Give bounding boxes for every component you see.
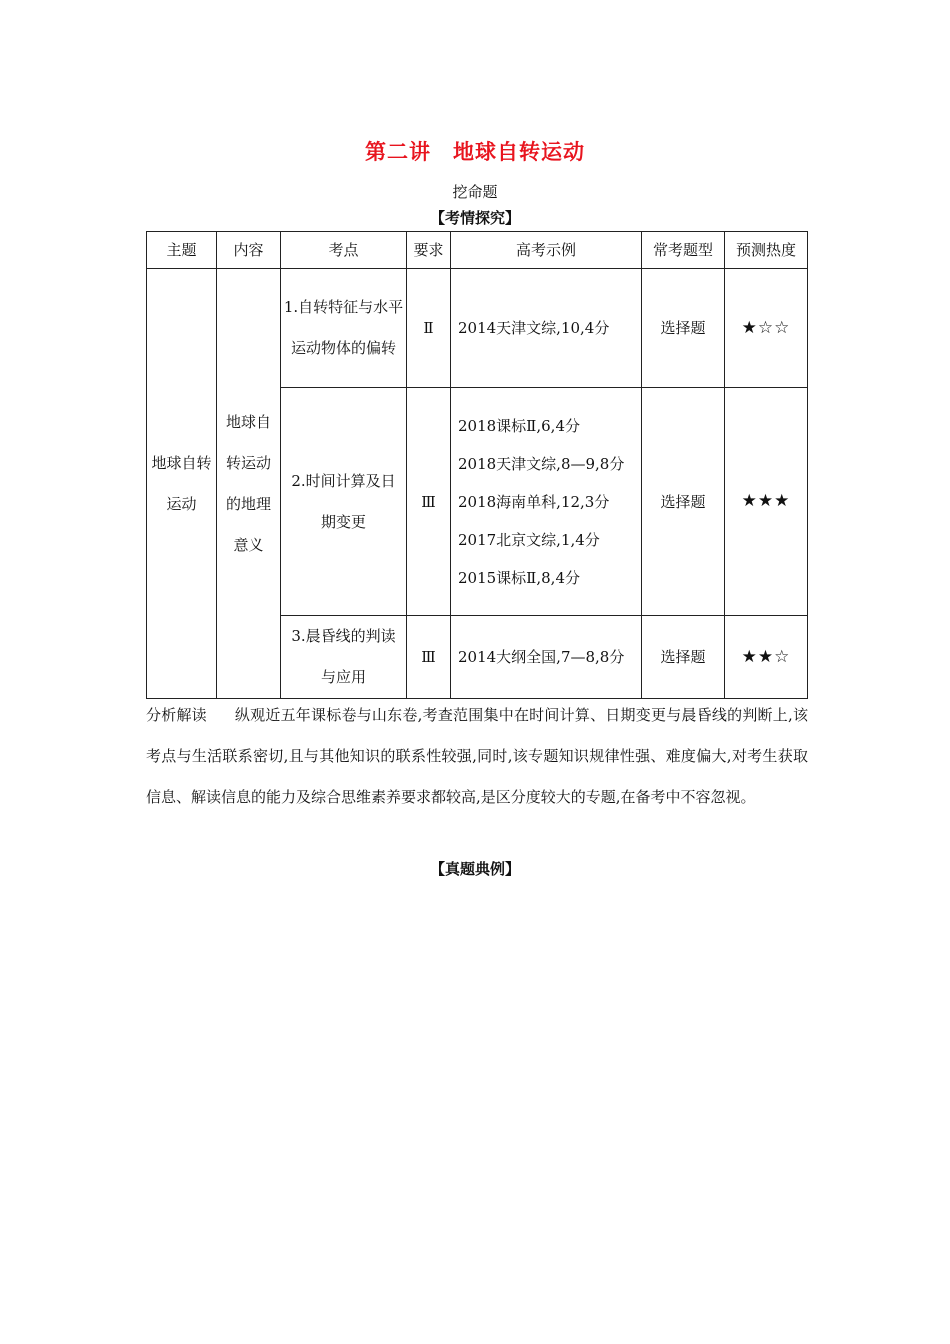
header-cell: 高考示例 — [451, 232, 642, 269]
heat-rating: ★★★ — [725, 388, 808, 616]
analysis-lead: 分析解读 — [146, 706, 207, 724]
example-line: 2018海南单科,12,3分 — [458, 492, 610, 511]
table-header-row — [147, 232, 808, 269]
examples-cell — [451, 269, 642, 388]
topic-text: 地球自转运动 — [151, 453, 212, 513]
content-text: 地球自转运动的地理意义 — [225, 412, 271, 554]
question-type-cell: 选择题 — [642, 616, 725, 699]
header-cell: 要求 — [407, 232, 451, 269]
analysis-text: 纵观近五年课标卷与山东卷,考查范围集中在时间计算、日期变更与晨昏线的判断上,该考点与生活联系密切,且与其他知识的联系性较强,同时,该专题知识规律性强、难度偏大,对考生获取信息、解读信息的能力及综合思维素养要求都较高,是区分度较大的专题,在备考中不容忽视。 — [146, 706, 808, 806]
header-cell: 内容 — [217, 232, 281, 269]
example-line: 2018天津文综,8—9,8分 — [458, 454, 625, 473]
examples-cell — [451, 388, 642, 616]
analysis-paragraph — [146, 695, 808, 818]
header-cell: 主题 — [147, 232, 217, 269]
point-cell — [281, 269, 407, 388]
section-heading-exam-analysis: 【考情探究】 — [429, 209, 520, 227]
point-text: 2.时间计算及日期变更 — [291, 471, 396, 531]
point-cell — [281, 616, 407, 699]
requirement-cell: Ⅲ — [407, 388, 451, 616]
header-cell: 预测热度 — [725, 232, 808, 269]
page-title: 第二讲 地球自转运动 — [365, 140, 585, 164]
section-heading-real-examples: 【真题典例】 — [429, 860, 520, 878]
requirement-cell: Ⅲ — [407, 616, 451, 699]
examples-cell — [451, 616, 642, 699]
example-line: 2014天津文综,10,4分 — [458, 319, 610, 337]
heat-rating: ★★☆ — [725, 616, 808, 699]
requirement-cell: Ⅱ — [407, 269, 451, 388]
example-line: 2018课标Ⅱ,6,4分 — [458, 416, 580, 435]
example-line: 2017北京文综,1,4分 — [458, 530, 600, 549]
question-type-cell: 选择题 — [642, 388, 725, 616]
header-cell: 考点 — [281, 232, 407, 269]
point-text: 3.晨昏线的判读与应用 — [291, 627, 396, 686]
content-cell — [217, 269, 281, 699]
topic-cell — [147, 269, 217, 699]
subtitle: 挖命题 — [452, 183, 498, 201]
point-cell — [281, 388, 407, 616]
question-type-cell: 选择题 — [642, 269, 725, 388]
example-line: 2015课标Ⅱ,8,4分 — [458, 568, 580, 587]
heat-rating: ★☆☆ — [725, 269, 808, 388]
exam-analysis-table — [146, 231, 808, 699]
header-cell: 常考题型 — [642, 232, 725, 269]
table-row — [147, 269, 808, 388]
example-line: 2014大纲全国,7—8,8分 — [458, 648, 625, 666]
point-text: 1.自转特征与水平运动物体的偏转 — [283, 298, 404, 357]
